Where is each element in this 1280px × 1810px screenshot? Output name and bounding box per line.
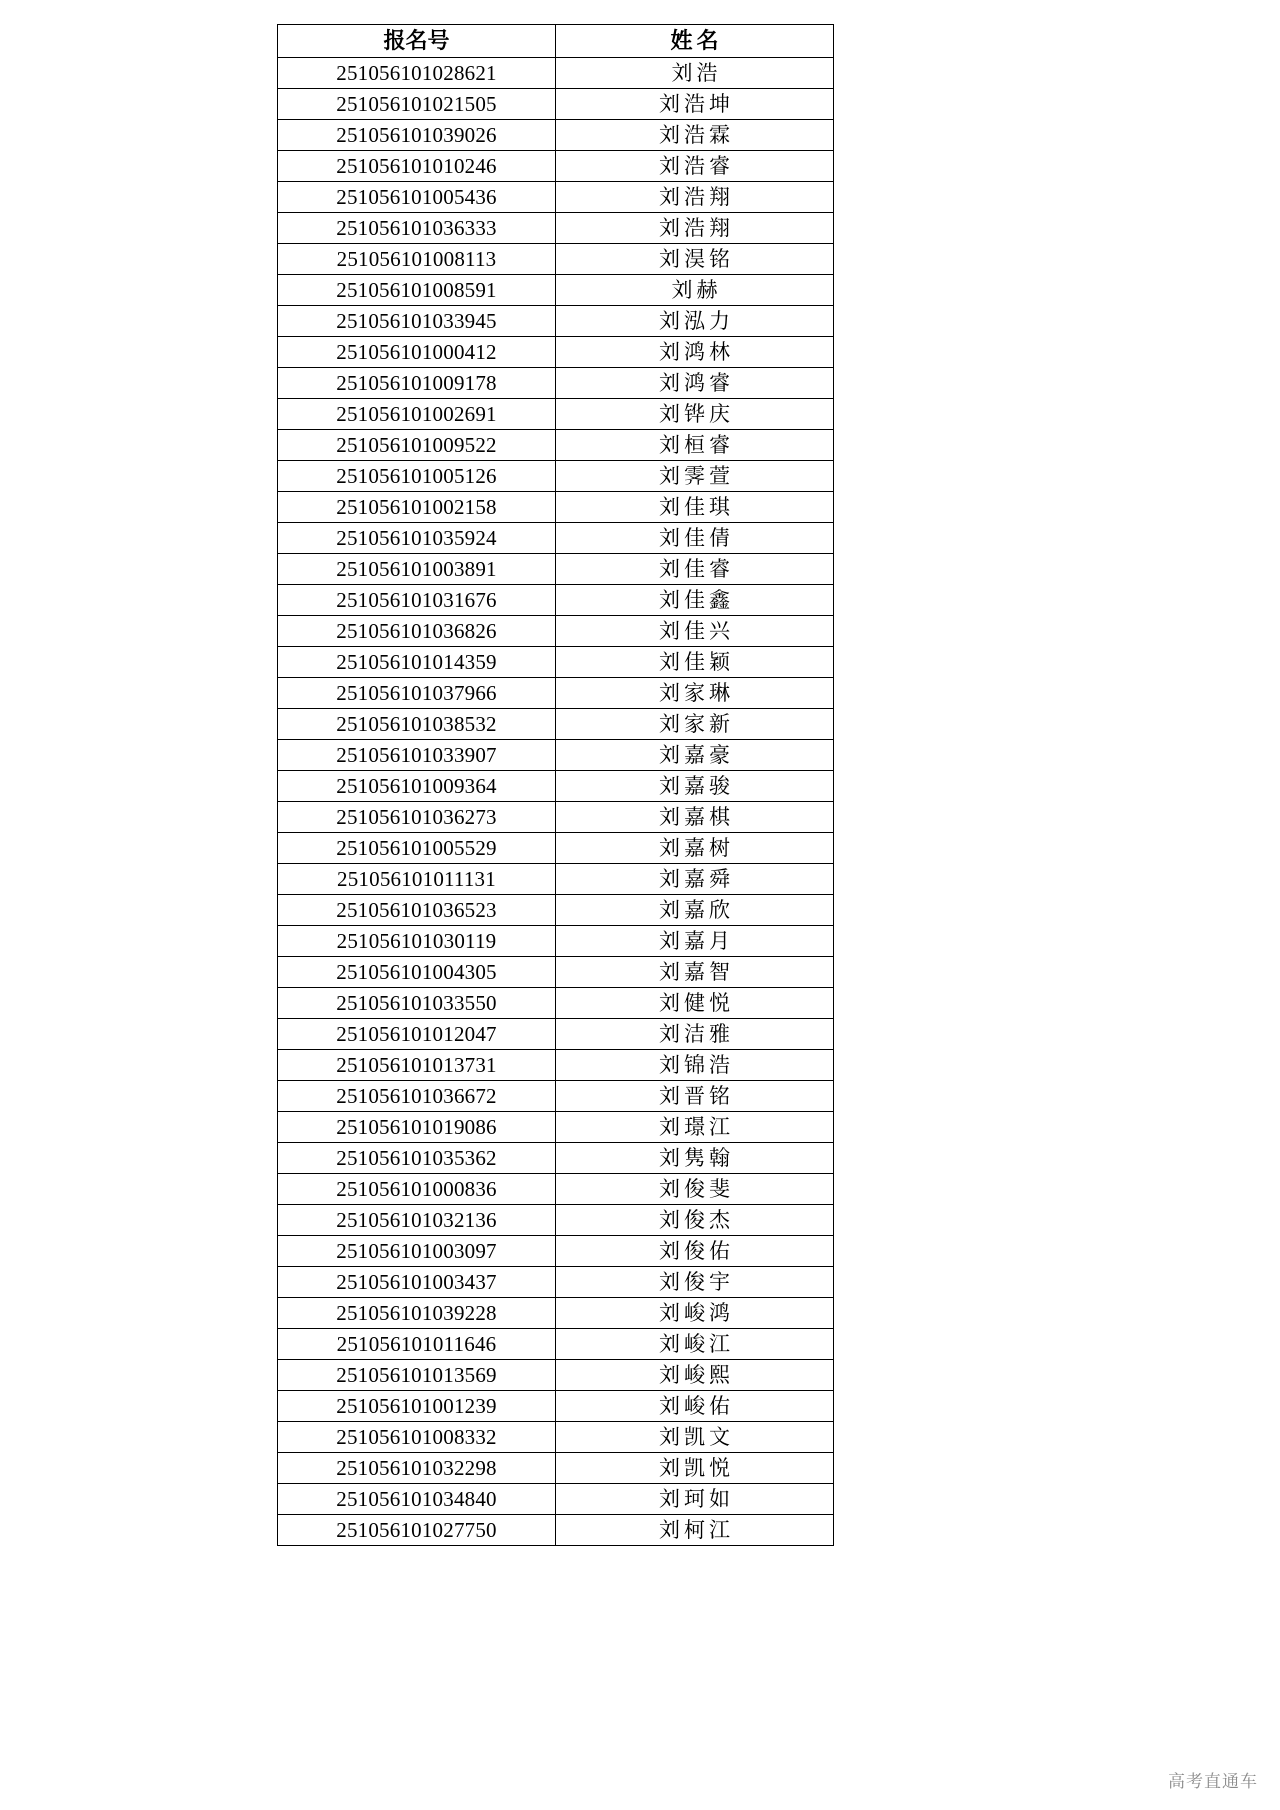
cell-name: 刘泓力 xyxy=(556,306,834,337)
table-row xyxy=(278,678,834,709)
cell-name: 刘家琳 xyxy=(556,678,834,709)
cell-name: 刘峻熙 xyxy=(556,1360,834,1391)
table-row xyxy=(278,120,834,151)
cell-name: 刘铧庆 xyxy=(556,399,834,430)
table-row xyxy=(278,647,834,678)
table-row xyxy=(278,1329,834,1360)
cell-registration-number: 251056101035362 xyxy=(278,1143,556,1174)
cell-name: 刘俊斐 xyxy=(556,1174,834,1205)
cell-name: 刘桓睿 xyxy=(556,430,834,461)
cell-registration-number: 251056101021505 xyxy=(278,89,556,120)
cell-name: 刘鸿睿 xyxy=(556,368,834,399)
table-row xyxy=(278,1360,834,1391)
cell-registration-number: 251056101011131 xyxy=(278,864,556,895)
table-row xyxy=(278,89,834,120)
cell-name: 刘俊宇 xyxy=(556,1267,834,1298)
table-header xyxy=(278,25,834,58)
cell-registration-number: 251056101013569 xyxy=(278,1360,556,1391)
table-row xyxy=(278,802,834,833)
roster-table-container xyxy=(277,24,833,1546)
cell-registration-number: 251056101031676 xyxy=(278,585,556,616)
cell-name: 刘峻佑 xyxy=(556,1391,834,1422)
cell-registration-number: 251056101036333 xyxy=(278,213,556,244)
cell-name: 刘浩翔 xyxy=(556,182,834,213)
cell-name: 刘嘉月 xyxy=(556,926,834,957)
table-row xyxy=(278,1298,834,1329)
cell-registration-number: 251056101011646 xyxy=(278,1329,556,1360)
cell-registration-number: 251056101036523 xyxy=(278,895,556,926)
cell-name: 刘嘉树 xyxy=(556,833,834,864)
cell-name: 刘俊杰 xyxy=(556,1205,834,1236)
cell-registration-number: 251056101008591 xyxy=(278,275,556,306)
cell-name: 刘浩坤 xyxy=(556,89,834,120)
cell-name: 刘柯江 xyxy=(556,1515,834,1546)
cell-name: 刘嘉棋 xyxy=(556,802,834,833)
cell-registration-number: 251056101039228 xyxy=(278,1298,556,1329)
table-row xyxy=(278,430,834,461)
table-row xyxy=(278,1515,834,1546)
cell-registration-number: 251056101034840 xyxy=(278,1484,556,1515)
cell-name: 刘嘉智 xyxy=(556,957,834,988)
table-row xyxy=(278,554,834,585)
table-row xyxy=(278,523,834,554)
cell-registration-number: 251056101002158 xyxy=(278,492,556,523)
table-row xyxy=(278,1019,834,1050)
cell-registration-number: 251056101014359 xyxy=(278,647,556,678)
cell-name: 刘浩霖 xyxy=(556,120,834,151)
cell-registration-number: 251056101037966 xyxy=(278,678,556,709)
cell-registration-number: 251056101005529 xyxy=(278,833,556,864)
cell-name: 刘俊佑 xyxy=(556,1236,834,1267)
table-row xyxy=(278,461,834,492)
table-row xyxy=(278,1422,834,1453)
cell-registration-number: 251056101008113 xyxy=(278,244,556,275)
cell-name: 刘凯悦 xyxy=(556,1453,834,1484)
table-row xyxy=(278,585,834,616)
table-row xyxy=(278,1236,834,1267)
table-row xyxy=(278,1391,834,1422)
table-row xyxy=(278,988,834,1019)
table-row xyxy=(278,926,834,957)
cell-name: 刘浩 xyxy=(556,58,834,89)
cell-name: 刘家新 xyxy=(556,709,834,740)
cell-name: 刘峻鸿 xyxy=(556,1298,834,1329)
cell-registration-number: 251056101009178 xyxy=(278,368,556,399)
table-row xyxy=(278,1453,834,1484)
cell-registration-number: 251056101009522 xyxy=(278,430,556,461)
cell-name: 刘佳兴 xyxy=(556,616,834,647)
table-row xyxy=(278,399,834,430)
table-row xyxy=(278,1484,834,1515)
cell-name: 刘嘉骏 xyxy=(556,771,834,802)
cell-registration-number: 251056101036273 xyxy=(278,802,556,833)
cell-registration-number: 251056101005126 xyxy=(278,461,556,492)
cell-name: 刘嘉舜 xyxy=(556,864,834,895)
table-row xyxy=(278,895,834,926)
cell-registration-number: 251056101000412 xyxy=(278,337,556,368)
table-row xyxy=(278,957,834,988)
cell-registration-number: 251056101004305 xyxy=(278,957,556,988)
cell-name: 刘佳琪 xyxy=(556,492,834,523)
cell-name: 刘隽翰 xyxy=(556,1143,834,1174)
table-row xyxy=(278,1143,834,1174)
cell-name: 刘健悦 xyxy=(556,988,834,1019)
table-row xyxy=(278,1081,834,1112)
cell-registration-number: 251056101005436 xyxy=(278,182,556,213)
cell-registration-number: 251056101008332 xyxy=(278,1422,556,1453)
cell-registration-number: 251056101036672 xyxy=(278,1081,556,1112)
column-header-registration-number: 报名号 xyxy=(278,25,556,58)
table-row xyxy=(278,368,834,399)
cell-name: 刘淏铭 xyxy=(556,244,834,275)
cell-registration-number: 251056101035924 xyxy=(278,523,556,554)
cell-name: 刘嘉欣 xyxy=(556,895,834,926)
cell-registration-number: 251056101032298 xyxy=(278,1453,556,1484)
cell-name: 刘赫 xyxy=(556,275,834,306)
table-row xyxy=(278,213,834,244)
cell-registration-number: 251056101036826 xyxy=(278,616,556,647)
table-body xyxy=(278,58,834,1546)
cell-registration-number: 251056101010246 xyxy=(278,151,556,182)
cell-registration-number: 251056101033550 xyxy=(278,988,556,1019)
table-row xyxy=(278,771,834,802)
cell-registration-number: 251056101032136 xyxy=(278,1205,556,1236)
table-row xyxy=(278,275,834,306)
cell-registration-number: 251056101019086 xyxy=(278,1112,556,1143)
cell-name: 刘霁萱 xyxy=(556,461,834,492)
table-row xyxy=(278,337,834,368)
table-row xyxy=(278,492,834,523)
cell-registration-number: 251056101003891 xyxy=(278,554,556,585)
table-row xyxy=(278,1112,834,1143)
cell-name: 刘浩翔 xyxy=(556,213,834,244)
table-row xyxy=(278,864,834,895)
cell-name: 刘嘉豪 xyxy=(556,740,834,771)
cell-name: 刘峻江 xyxy=(556,1329,834,1360)
table-row xyxy=(278,182,834,213)
cell-registration-number: 251056101028621 xyxy=(278,58,556,89)
cell-name: 刘凯文 xyxy=(556,1422,834,1453)
table-row xyxy=(278,740,834,771)
table-row xyxy=(278,709,834,740)
cell-name: 刘佳倩 xyxy=(556,523,834,554)
cell-registration-number: 251056101000836 xyxy=(278,1174,556,1205)
cell-registration-number: 251056101001239 xyxy=(278,1391,556,1422)
cell-name: 刘浩睿 xyxy=(556,151,834,182)
cell-registration-number: 251056101027750 xyxy=(278,1515,556,1546)
cell-name: 刘佳鑫 xyxy=(556,585,834,616)
cell-name: 刘珂如 xyxy=(556,1484,834,1515)
cell-registration-number: 251056101038532 xyxy=(278,709,556,740)
cell-registration-number: 251056101033907 xyxy=(278,740,556,771)
cell-registration-number: 251056101003437 xyxy=(278,1267,556,1298)
cell-name: 刘晋铭 xyxy=(556,1081,834,1112)
cell-name: 刘佳颖 xyxy=(556,647,834,678)
cell-name: 刘璟江 xyxy=(556,1112,834,1143)
cell-registration-number: 251056101012047 xyxy=(278,1019,556,1050)
watermark-label: 高考直通车 xyxy=(1168,1772,1258,1791)
table-row xyxy=(278,306,834,337)
table-header-row xyxy=(278,25,834,58)
table-row xyxy=(278,833,834,864)
roster-table xyxy=(277,24,834,1546)
cell-name: 刘佳睿 xyxy=(556,554,834,585)
cell-registration-number: 251056101013731 xyxy=(278,1050,556,1081)
table-row xyxy=(278,1205,834,1236)
cell-name: 刘锦浩 xyxy=(556,1050,834,1081)
cell-registration-number: 251056101033945 xyxy=(278,306,556,337)
table-row xyxy=(278,151,834,182)
table-row xyxy=(278,1174,834,1205)
cell-registration-number: 251056101002691 xyxy=(278,399,556,430)
cell-registration-number: 251056101030119 xyxy=(278,926,556,957)
cell-name: 刘洁雅 xyxy=(556,1019,834,1050)
cell-registration-number: 251056101009364 xyxy=(278,771,556,802)
cell-registration-number: 251056101003097 xyxy=(278,1236,556,1267)
table-row xyxy=(278,244,834,275)
cell-name: 刘鸿林 xyxy=(556,337,834,368)
table-row xyxy=(278,1267,834,1298)
table-row xyxy=(278,58,834,89)
table-row xyxy=(278,616,834,647)
table-row xyxy=(278,1050,834,1081)
column-header-name: 姓名 xyxy=(556,25,834,58)
cell-registration-number: 251056101039026 xyxy=(278,120,556,151)
